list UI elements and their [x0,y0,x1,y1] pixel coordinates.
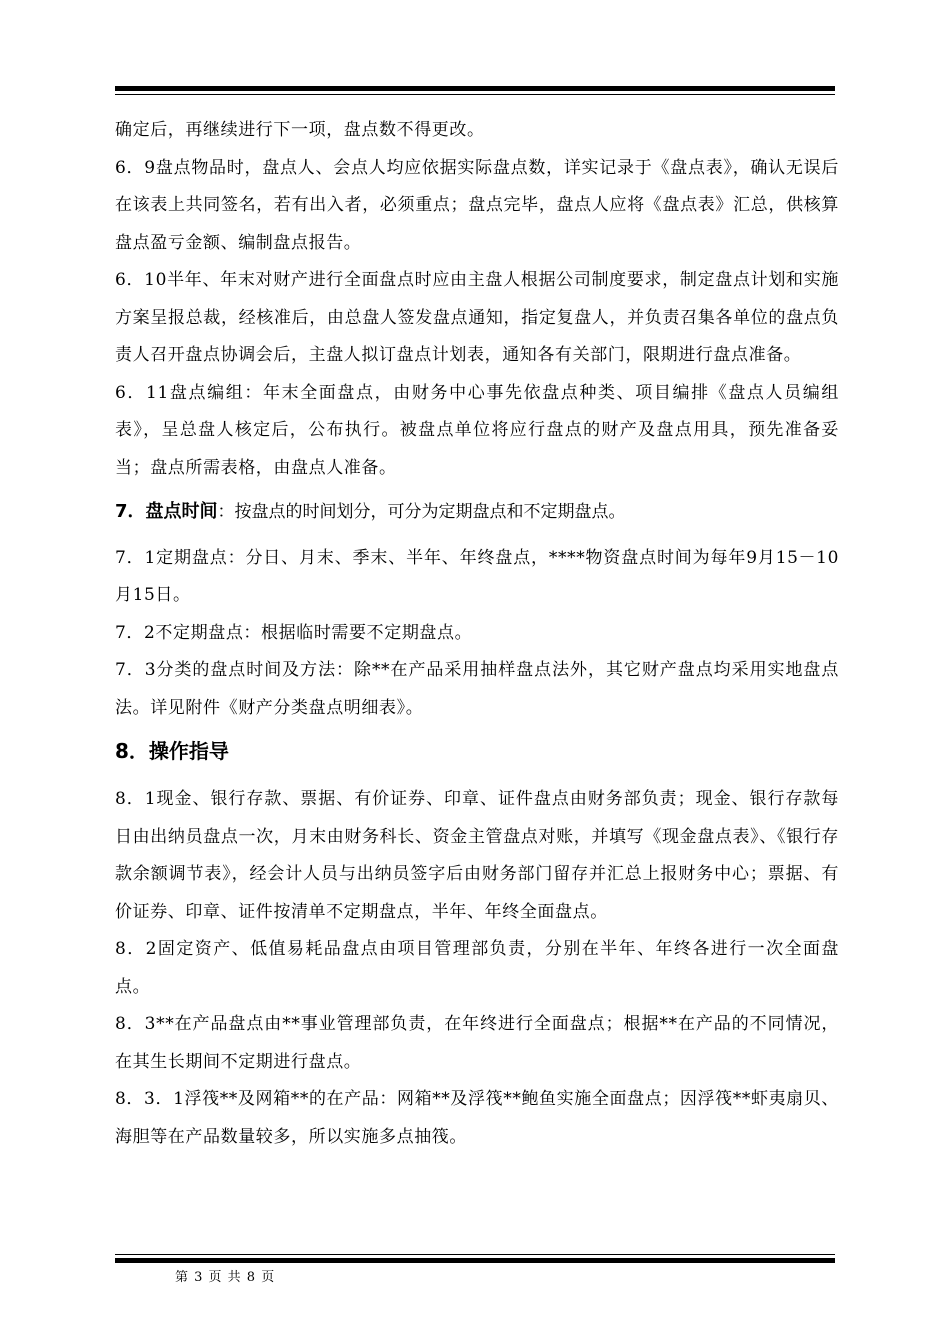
footer-rule-thin [115,1254,835,1255]
document-body [115,112,839,1156]
paragraph: 8．1现金、银行存款、票据、有价证券、印章、证件盘点由财务部负责；现金、银行存款每日由出纳员盘点一次，月末由财务科长、资金主管盘点对账，并填写《现金盘点表》、《银行存款余额调节表》，经会计人员与出纳员签字后由财务部门留存并汇总上报财务中心；票据、有价证券、印章、证件按清单不定期盘点，半年、年终全面盘点。 [115,789,839,922]
footer-rule-thick [115,1258,835,1263]
paragraph: 6．10半年、年末对财产进行全面盘点时应由主盘人根据公司制度要求，制定盘点计划和实施方案呈报总裁，经核准后，由总盘人签发盘点通知，指定复盘人，并负责召集各单位的盘点负责人召开盘点协调会后，主盘人拟订盘点计划表，通知各有关部门，限期进行盘点准备。 [115,270,839,365]
section-7-heading [115,493,839,532]
section-8-heading: 8．操作指导 [115,739,229,763]
paragraph: 8．3．1浮筏**及网箱**的在产品：网箱**及浮筏**鲍鱼实施全面盘点；因浮筏**虾夷扇贝、海胆等在产品数量较多，所以实施多点抽筏。 [115,1089,839,1147]
paragraph: 6．9盘点物品时，盘点人、会点人均应依据实际盘点数，详实记录于《盘点表》，确认无误后在该表上共同签名，若有出入者，必须重点；盘点完毕，盘点人应将《盘点表》汇总，供核算盘点盈亏金额、编制盘点报告。 [115,157,839,253]
header-rule-thick [115,86,835,91]
paragraph: 7．1定期盘点：分日、月末、季末、半年、年终盘点，****物资盘点时间为每年9月15－10月15日。 [115,547,839,605]
section-7-title: 7．盘点时间 [115,501,218,522]
paragraph: 6．11盘点编组：年末全面盘点，由财务中心事先依盘点种类、项目编排《盘点人员编组表》，呈总盘人核定后，公布执行。被盘点单位将应行盘点的财产及盘点用具，预先准备妥当；盘点所需表格，由盘点人准备。 [115,382,839,478]
page-number: 第 3 页 共 8 页 [175,1270,276,1285]
paragraph: 7．2不定期盘点：根据临时需要不定期盘点。 [115,622,473,643]
section-7-intro: ：按盘点的时间划分，可分为定期盘点和不定期盘点。 [217,502,626,522]
paragraph: 8．2固定资产、低值易耗品盘点由项目管理部负责，分别在半年、年终各进行一次全面盘点。 [115,939,839,997]
paragraph: 确定后，再继续进行下一项，盘点数不得更改。 [115,120,485,140]
paragraph: 7．3分类的盘点时间及方法：除**在产品采用抽样盘点法外，其它财产盘点均采用实地盘点法。详见附件《财产分类盘点明细表》。 [115,660,839,718]
paragraph: 8．3**在产品盘点由**事业管理部负责，在年终进行全面盘点；根据**在产品的不同情况，在其生长期间不定期进行盘点。 [115,1014,839,1072]
header-rule-thin [115,94,835,95]
